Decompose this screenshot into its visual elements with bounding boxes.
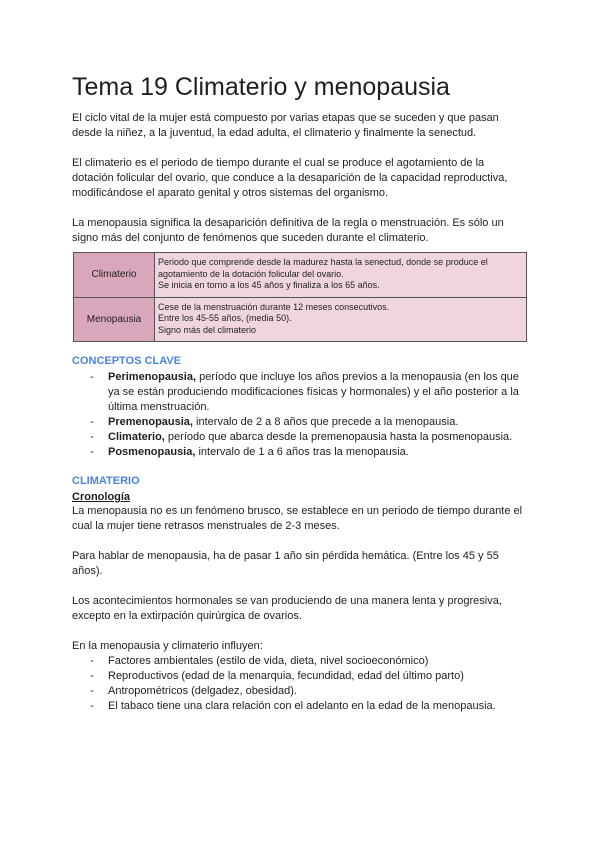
list-item (72, 684, 528, 699)
table-description (155, 297, 527, 342)
table-term: Climaterio (74, 253, 155, 298)
dash-bullet-icon: - (90, 431, 94, 443)
list-item (72, 654, 528, 669)
table-row-menopausia (74, 297, 527, 342)
concept-text: período que abarca desde la premenopausia hasta la posmenopausia. (164, 431, 513, 443)
list-item (72, 430, 528, 445)
intro-paragraph-3: La menopausia significa la desaparición definitiva de la regla o menstruación. Es sólo un signo más del conjunto de fenómenos que suceden durante el climaterio. (72, 217, 504, 244)
key-concepts-list (72, 370, 528, 460)
list-item (72, 370, 528, 415)
table-line: Periodo que comprende desde la madurez hasta la senectud, donde se produce el agotamiento de la dotación folicular del ovario. (158, 257, 488, 279)
table-row-climaterio (74, 253, 527, 298)
concept-term: Climaterio, (108, 431, 165, 443)
page-title: Tema 19 Climaterio y menopausia (72, 73, 450, 101)
table-line: Cese de la menstruación durante 12 meses consecutivos. (158, 301, 390, 312)
climaterio-paragraph-3: Los acontecimientos hormonales se van produciendo de una manera lenta y progresiva, excepto en la extirpación quirúrgica de ovarios. (72, 595, 502, 622)
dash-bullet-icon: - (90, 685, 94, 697)
concept-term: Perimenopausia, (108, 371, 197, 383)
climaterio-paragraph-1: La menopausia no es un fenómeno brusco, se establece en un periodo de tiempo durante el cual la mujer tiene retrasos menstruales de 2-3 meses. (72, 505, 523, 532)
table-term: Menopausia (74, 297, 155, 342)
concept-text: intervalo de 2 a 8 años que precede a la menopausia. (192, 416, 459, 428)
dash-bullet-icon: - (90, 371, 94, 383)
climaterio-paragraph-2: Para hablar de menopausia, ha de pasar 1 año sin pérdida hemática. (Entre los 45 y 55 años). (72, 550, 499, 577)
table-line: Entre los 45-55 años, (media 50). (158, 313, 292, 323)
climaterio-paragraph-4: En la menopausia y climaterio influyen: (72, 640, 263, 652)
concept-term: Posmenopausia, (108, 446, 196, 458)
document-page (72, 72, 528, 728)
table-line: Se inicia en torno a los 45 años y finaliza a los 65 años. (158, 280, 380, 290)
factors-list (72, 654, 528, 714)
list-item (72, 669, 528, 684)
list-item (72, 699, 528, 714)
list-item (72, 445, 528, 460)
factor-text: Factores ambientales (estilo de vida, dieta, nivel socioeconómico) (108, 655, 429, 667)
subsection-heading-cronologia: Cronología (72, 491, 131, 503)
factor-text: El tabaco tiene una clara relación con el adelanto en la edad de la menopausia. (108, 700, 496, 712)
table-description (155, 253, 527, 298)
dash-bullet-icon: - (90, 446, 94, 458)
concept-text: período que incluye los años previos a la menopausia (en los que ya se están produciendo modificaciones físicas y hormonales) y el año posterior a la última menstruación. (108, 371, 519, 413)
intro-paragraph-1: El ciclo vital de la mujer está compuesto por varias etapas que se suceden y que pasan desde la niñez, a la juventud, la edad adulta, el climaterio y finalmente la senectud. (72, 112, 499, 139)
section-heading-climaterio: CLIMATERIO (72, 475, 140, 487)
dash-bullet-icon: - (90, 670, 94, 682)
dash-bullet-icon: - (90, 416, 94, 428)
table-line: Signo más del climaterio (158, 324, 257, 335)
list-item (72, 415, 528, 430)
concept-term: Premenopausia, (108, 416, 193, 428)
factor-text: Reproductivos (edad de la menarquia, fecundidad, edad del último parto) (108, 670, 464, 682)
definitions-table (73, 252, 527, 342)
factor-text: Antropométricos (delgadez, obesidad). (108, 685, 297, 697)
section-heading-key-concepts: CONCEPTOS CLAVE (72, 355, 181, 367)
intro-paragraph-2: El climaterio es el periodo de tiempo durante el cual se produce el agotamiento de la dotación folicular del ovario, que conduce a la desaparición de la capacidad reproductiva, modificándose el aparato genital y otros sistemas del organismo. (72, 157, 508, 199)
concept-text: intervalo de 1 a 6 años tras la menopausia. (195, 446, 409, 458)
dash-bullet-icon: - (90, 700, 94, 712)
dash-bullet-icon: - (90, 655, 94, 667)
